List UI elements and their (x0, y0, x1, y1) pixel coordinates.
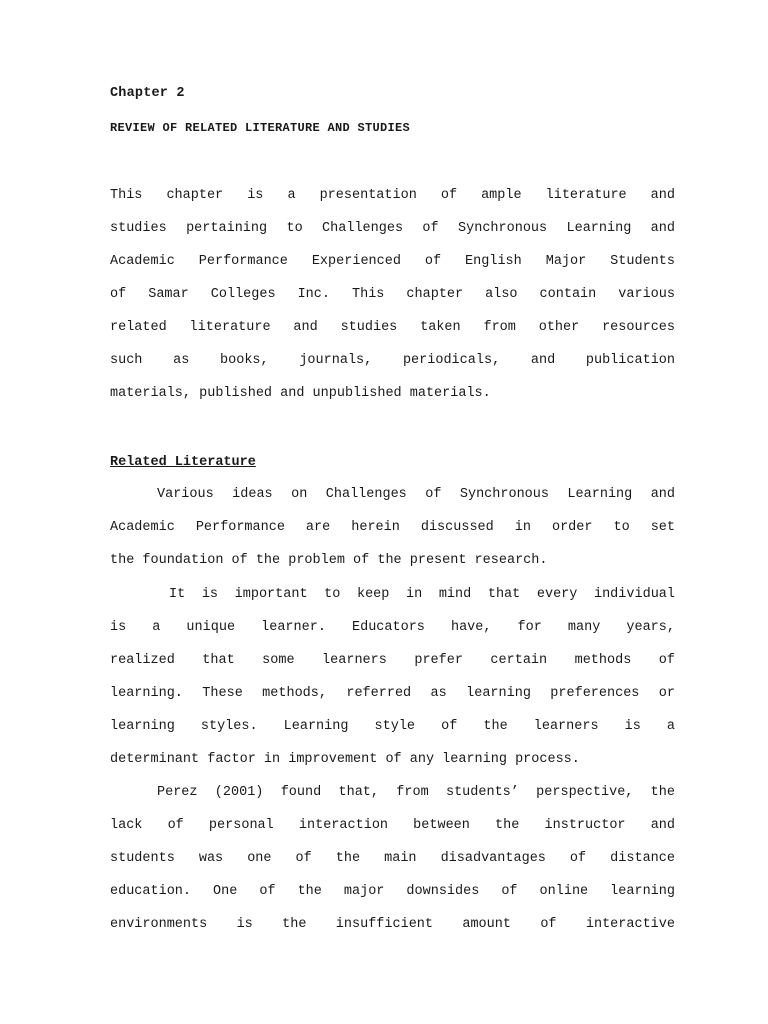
paragraph-line: Academic Performance are herein discussed in order to set (110, 520, 675, 535)
intro-line: materials, published and unpublished materials. (110, 386, 491, 401)
intro-line: studies pertaining to Challenges of Synchronous Learning and (110, 221, 675, 236)
paragraph-line: students was one of the main disadvantages of distance (110, 851, 675, 866)
paragraph-line: realized that some learners prefer certain methods of (110, 653, 675, 668)
paragraph-line: education. One of the major downsides of online learning (110, 884, 675, 899)
intro-line: related literature and studies taken from other resources (110, 320, 675, 335)
intro-line: such as books, journals, periodicals, and publication (110, 353, 675, 368)
paragraph-line: learning styles. Learning style of the learners is a (110, 719, 675, 734)
chapter-number: Chapter 2 (110, 86, 185, 101)
intro-line: Academic Performance Experienced of English Major Students (110, 254, 675, 269)
paragraph-line: Various ideas on Challenges of Synchronous Learning and (157, 487, 675, 502)
paragraph-line: environments is the insufficient amount of interactive (110, 917, 675, 932)
intro-line: This chapter is a presentation of ample literature and (110, 188, 675, 203)
chapter-title: REVIEW OF RELATED LITERATURE AND STUDIES (110, 121, 411, 135)
intro-line: of Samar Colleges Inc. This chapter also contain various (110, 287, 675, 302)
section-heading-related-literature: Related Literature (110, 455, 256, 470)
paragraph-line: determinant factor in improvement of any learning process. (110, 752, 580, 767)
paragraph-line: the foundation of the problem of the present research. (110, 553, 548, 568)
paragraph-line: lack of personal interaction between the instructor and (110, 818, 675, 833)
paragraph-line: Perez (2001) found that, from students’ perspective, the (157, 785, 675, 800)
paragraph-line: is a unique learner. Educators have, for many years, (110, 620, 675, 635)
paragraph-line: It is important to keep in mind that every individual (169, 587, 675, 602)
paragraph-line: learning. These methods, referred as learning preferences or (110, 686, 675, 701)
